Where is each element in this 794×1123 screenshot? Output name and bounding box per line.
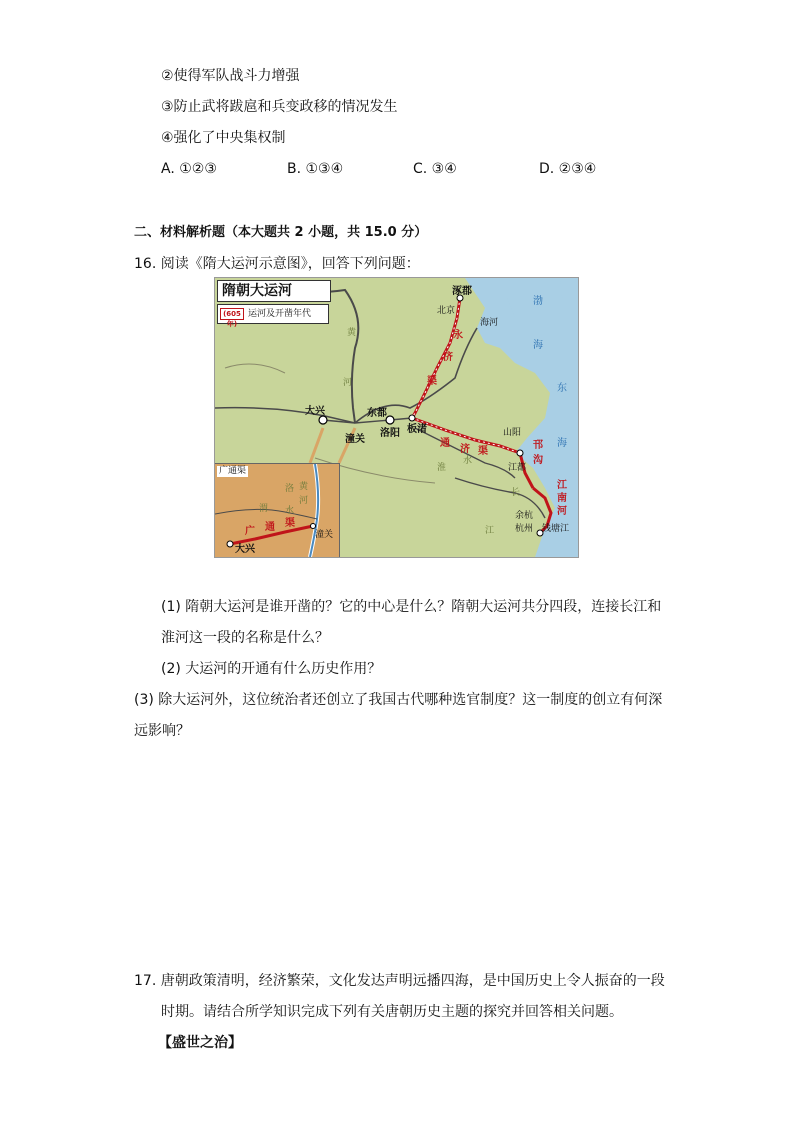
- option-4: ④强化了中央集权制: [161, 130, 286, 146]
- answer-a: A. ①②③: [161, 161, 217, 177]
- legend-year: (605年): [220, 308, 244, 320]
- canal-jiangnan-1: 江: [557, 480, 567, 491]
- inset-river-shui: 水: [285, 506, 295, 516]
- inset-city-tongguan: 潼关: [315, 530, 334, 540]
- sea-dong: 东: [557, 383, 567, 394]
- sea-bo: 渤: [533, 296, 543, 307]
- city-jiangdu: 江都: [508, 463, 527, 473]
- question-17-section: 【盛世之治】: [158, 1035, 242, 1051]
- city-banzhu: 板渚: [407, 424, 427, 435]
- sea-hai-2: 海: [557, 438, 567, 449]
- inset-canal-tong: 通: [265, 522, 275, 533]
- canal-han: 邗: [533, 440, 543, 451]
- city-daxing: 大兴: [305, 406, 325, 417]
- inset-river-wei: 渭: [259, 504, 269, 514]
- canal-jiangnan-2: 南: [557, 493, 567, 504]
- river-he: 河: [343, 378, 353, 388]
- inset-river-he: 河: [299, 496, 309, 506]
- city-hangzhou: 杭州: [515, 524, 534, 534]
- canal-ji: 济: [443, 352, 453, 363]
- inset-canal-guang: 广: [245, 526, 255, 537]
- map-title: 隋朝大运河: [217, 280, 331, 302]
- answer-c: C. ③④: [413, 161, 457, 177]
- inset-river-huang: 黄: [299, 482, 309, 492]
- city-beijing: 北京: [437, 306, 456, 316]
- question-16-sub3-line2: 远影响？: [134, 723, 190, 739]
- canal-ji2: 济: [460, 444, 470, 455]
- question-16-stem: 16. 阅读《隋大运河示意图》，回答下列问题：: [134, 256, 420, 272]
- inset-city-daxing: 大兴: [235, 544, 255, 555]
- legend-text: 运河及开凿年代: [248, 309, 312, 319]
- question-16-sub3-line1: (3) 除大运河外，这位统治者还创立了我国古代哪种选官制度？这一制度的创立有何深: [134, 692, 663, 708]
- option-2: ②使得军队战斗力增强: [161, 68, 300, 84]
- label-qiantangjiang: 钱塘江: [542, 524, 570, 534]
- question-17-line2: 时期。请结合所学知识完成下列有关唐朝历史主题的探究并回答相关问题。: [161, 1004, 623, 1020]
- city-luoyang: 洛阳: [380, 428, 400, 439]
- canal-jiangnan-3: 河: [557, 506, 567, 517]
- city-dongdu: 东都: [367, 408, 387, 419]
- river-huai: 淮: [437, 463, 447, 473]
- question-16-sub1-line1: (1) 隋朝大运河是谁开凿的？它的中心是什么？隋朝大运河共分四段，连接长江和: [161, 599, 662, 615]
- answer-b: B. ①③④: [287, 161, 344, 177]
- river-chang: 长: [511, 488, 521, 498]
- question-17-line1: 17. 唐朝政策清明，经济繁荣，文化发达声明远播四海，是中国历史上令人振奋的一段: [134, 973, 665, 989]
- option-3: ③防止武将跋扈和兵变政移的情况发生: [161, 99, 398, 115]
- section-title: 二、材料解析题（本大题共 2 小题，共 15.0 分）: [134, 225, 428, 240]
- city-tongguan: 潼关: [345, 434, 365, 445]
- city-shanyang: 山阳: [503, 428, 522, 438]
- canal-tong: 通: [440, 438, 450, 449]
- river-jiang: 江: [485, 526, 495, 536]
- answer-d: D. ②③④: [539, 161, 597, 177]
- city-yuhang: 余杭: [515, 511, 534, 521]
- canal-qu: 渠: [427, 376, 437, 387]
- inset-river-luo: 洛: [285, 484, 295, 494]
- question-16-sub1-line2: 淮河这一段的名称是什么？: [161, 630, 329, 646]
- question-16-sub2: (2) 大运河的开通有什么历史作用？: [161, 661, 382, 677]
- city-zhuojun: 涿郡: [452, 286, 472, 297]
- river-huang: 黄: [347, 328, 357, 338]
- canal-gou: 沟: [533, 455, 543, 466]
- grand-canal-map: [214, 277, 579, 558]
- map-legend: [217, 304, 329, 328]
- sea-hai: 海: [533, 340, 543, 351]
- canal-qu2: 渠: [478, 446, 488, 457]
- inset-canal-qu: 渠: [285, 518, 295, 529]
- inset-title: 广通渠: [219, 466, 247, 476]
- inset-graphic: [215, 464, 339, 557]
- canal-yong: 永: [453, 330, 463, 341]
- label-haihe: 海河: [480, 318, 499, 328]
- inset-map-guangtongqu: [215, 463, 340, 557]
- river-shui: 水: [463, 456, 473, 466]
